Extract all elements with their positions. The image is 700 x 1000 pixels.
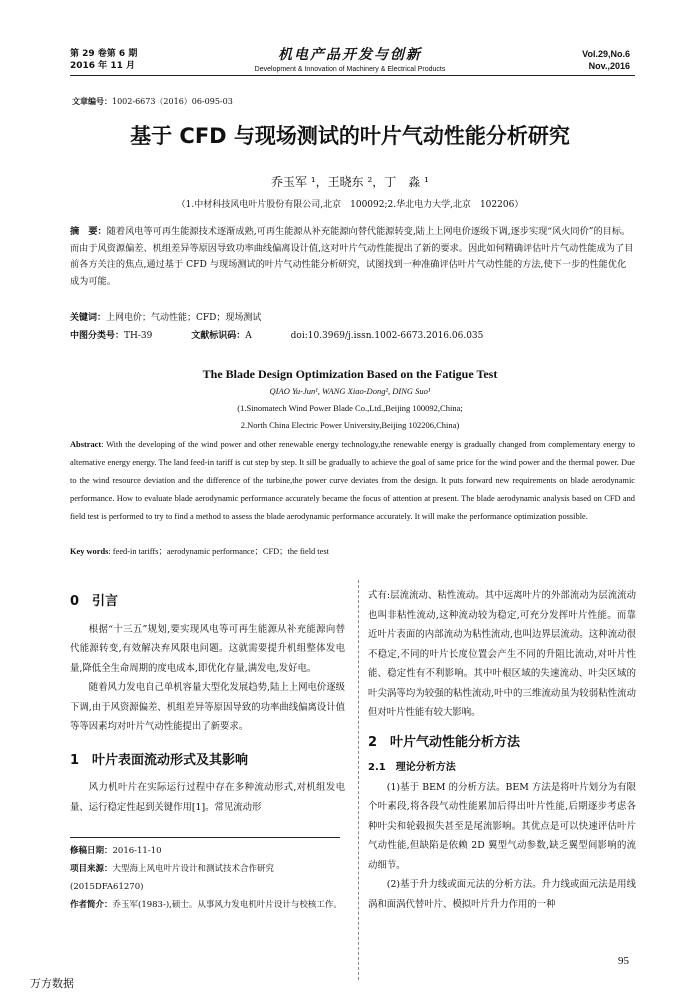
footnote <box>70 842 345 914</box>
section-2-1-paragraph-1: (1)基于 BEM 的分析方法。BEM 方法是将叶片划分为有限个叶素段,将各段气动性能累加后得出叶片性能,后期逐步考虑各种叶尖和轮毂损失甚至是尾流影响。其优点是可以快速评估叶片气动性能,但缺陷是依赖 2D 翼型气动参数,缺乏翼型间影响的流动细节。 <box>368 781 636 871</box>
footnote-rule <box>70 837 340 838</box>
abstract-en-text: : With the developing of the wind power and other renewable energy technology,the renewable energy is gradually changed from complementary energy to alternative energy energy. The land feed-in tariff is cut step by step. It sill be gradually to achieve the goal of same price for the wind power and the thermal power. Due to the wind resource deviation and the difference of the turbine,the power curve deviates from the design. It puts forward new requirements on blade aerodynamic performance. How to evaluate blade aerodynamic performance accurately became the focus of attention at present. The blade aerodynamic analysis based on CFD and field test is performed to try to find a method to assess the blade aerodynamic performance accurately. It will make the performance optimization possible. <box>70 440 635 521</box>
section-0-heading: 0 引言 <box>70 594 119 609</box>
author-bio-value: 乔玉军(1983-),硕士。从事风力发电机叶片设计与校核工作。 <box>112 900 342 910</box>
abstract-cn-text: 随着风电等可再生能源技术逐渐成熟,可再生能源从补充能源向替代能源转变,陆上上网电价逐级下调,逐步实现“风火同价”的目标。而由于风资源偏差、机组差异等原因导致功率曲线偏离设计值,这对叶片气动性能提出了新的要求。因此如何精确评估叶片气动性能成为了目前各方关注的焦点,通过基于 CFD 与现场测试的叶片气动性能分析研究，试图找到一种准确评估叶片气动性能的方法,使下一步的性能优化成为可能。 <box>70 226 634 287</box>
section-1-heading: 1 叶片表面流动形式及其影响 <box>70 752 249 768</box>
abstract-en <box>70 436 635 526</box>
classification <box>70 328 501 341</box>
english-authors: QIAO Yu-Jun¹, WANG Xiao-Dong², DING Suo¹ <box>269 386 431 396</box>
footer-watermark: 万方数据 <box>30 977 74 990</box>
doc-code-value: A <box>245 331 252 341</box>
revision-date-label: 修稿日期： <box>70 846 113 856</box>
author-bio-label: 作者简介： <box>70 900 113 910</box>
issue-info-en <box>582 48 630 72</box>
column-divider <box>358 580 359 980</box>
section-2-1-paragraph-2: (2)基于升力线或面元法的分析方法。升力线或面元法是用线涡和面涡代替叶片、模拟叶片升力作用的一种 <box>368 879 636 910</box>
journal-name-cn: 机电产品开发与创新 <box>278 47 422 63</box>
keywords-cn-text: 上网电价；气动性能；CFD；现场测试 <box>106 313 262 323</box>
article-number-value: 1002-6673（2016）06-095-03 <box>112 97 233 106</box>
abstract-cn <box>70 224 635 290</box>
left-column <box>70 592 345 817</box>
keywords-cn-label: 关键词： <box>70 313 107 323</box>
section-2-heading: 2 叶片气动性能分析方法 <box>368 734 521 750</box>
fund-value: 大型海上风电叶片设计和测试技术合作研究(2015DFA61270) <box>70 864 275 892</box>
doi: doi:10.3969/j.issn.1002-6673.2016.06.035 <box>290 331 484 341</box>
abstract-cn-label: 摘 要： <box>70 226 107 237</box>
header-rule <box>70 75 635 76</box>
section-1-paragraph-1: 风力机叶片在实际运行过程中存在多种流动形式,对机组发电量、运行稳定性起到关键作用[1]。常见流动形 <box>70 782 345 813</box>
section-1-paragraph-2: 式有:层流流动、粘性流动。其中远离叶片的外部流动为层流流动也叫非粘性流动,这种流动较为稳定,可充分发挥叶片性能。而靠近叶片表面的内部流动为粘性流动,也叫边界层流动。这种流动很不稳定,不同的叶片长度位置会产生不同的升阻比流动,对叶片性能、稳定性有不利影响。其中叶根区域的失速流动、叶尖区域的叶尖涡等均为较强的粘性流动,叶中的三维流动虽为较弱粘性流动但对叶片性能有较大影响。 <box>368 590 636 718</box>
issue-volume-en: Vol.29,No.6 <box>582 49 630 59</box>
page-number: 95 <box>618 955 629 967</box>
keywords-en-label: Key words <box>70 547 109 556</box>
journal-name-en: Development & Innovation of Machinery & Electrical Products <box>254 66 446 73</box>
section-0-paragraph-2: 随着风力发电自己单机容量大型化发展趋势,陆上上网电价逐级下调,由于风资源偏差、机组差异等原因导致的功率曲线偏离设计值等等因素均对叶片气动性能提出了新要求。 <box>70 682 345 732</box>
english-affiliation-2: 2.North China Electric Power University,Beijing 102206,China) <box>240 420 460 430</box>
clc-label: 中图分类号： <box>70 331 125 341</box>
article-number <box>72 96 233 107</box>
doc-code-label: 文献标识码： <box>191 331 246 341</box>
section-2-1-heading: 2.1 理论分析方法 <box>368 762 456 773</box>
paper-affiliation: （1.中材科技风电叶片股份有限公司,北京 100092;2.华北电力大学,北京 102206） <box>176 200 524 210</box>
english-title: The Blade Design Optimization Based on the Fatigue Test <box>202 367 498 381</box>
revision-date-value: 2016-11-10 <box>112 846 162 856</box>
paper-title: 基于 CFD 与现场测试的叶片气动性能分析研究 <box>130 124 570 148</box>
issue-volume: 第 29 卷第 6 期 <box>70 49 138 59</box>
issue-date: 2016 年 11 月 <box>70 61 135 71</box>
keywords-en <box>70 545 329 557</box>
fund-label: 项目来源： <box>70 864 113 874</box>
right-column <box>368 586 636 914</box>
abstract-en-label: Abstract <box>70 440 102 449</box>
clc-value: TH-39 <box>124 331 153 341</box>
issue-date-en: Nov.,2016 <box>588 61 630 71</box>
article-number-label: 文章编号： <box>72 96 112 106</box>
english-affiliation-1: (1.Sinomatech Wind Power Blade Co.,Ltd.,Beijing 100092,China; <box>237 403 463 413</box>
keywords-cn <box>70 310 261 323</box>
keywords-en-text: : feed-in tariffs；aerodynamic performance；CFD；the field test <box>108 547 329 556</box>
section-0-paragraph-1: 根据“十三五”规划,要实现风电等可再生能源从补充能源向替代能源转变,有效解决弃风限电问题。这就需要提升机组整体发电量,降低全生命周期的度电成本,即优化存量,满发电,发好电。 <box>70 623 345 674</box>
paper-authors: 乔玉军 ¹，王晓东 ²，丁 淼 ¹ <box>271 175 429 189</box>
